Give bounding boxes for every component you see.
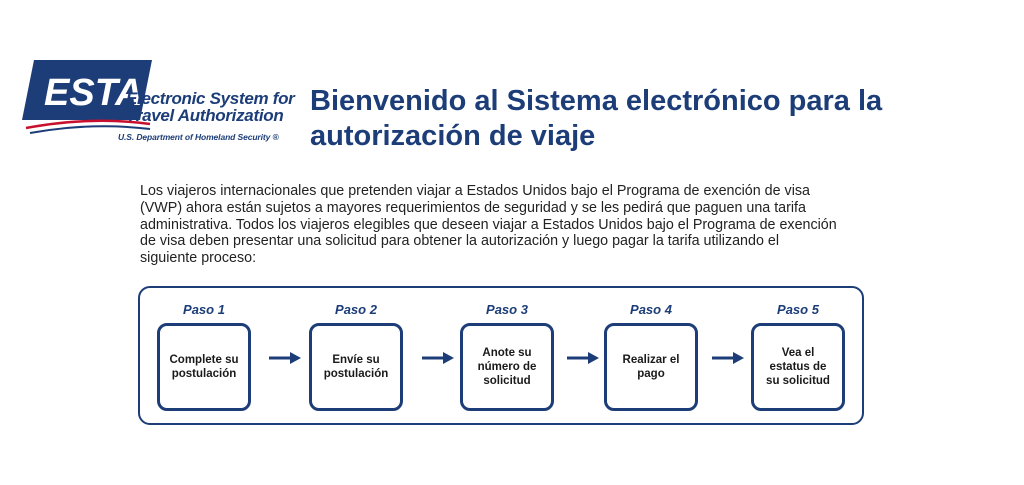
step-5-box (751, 323, 845, 411)
intro-paragraph: Los viajeros internacionales que pretenden viajar a Estados Unidos bajo el Programa de exención de visa (VWP) ahora están sujetos a mayores requerimientos de seguridad y se les pedirá que paguen una tarifa administrativa. Todos los viajeros elegibles que deseen viajar a Estados Unidos bajo el Programa de exención de visa deben presentar una solicitud para obtener la autorización y luego pagar la tarifa utilizando el siguiente proceso: (140, 183, 837, 267)
arrow-right-icon (421, 350, 455, 366)
arrow-right-icon (268, 350, 302, 366)
step-2-box (309, 323, 403, 411)
step-3-text: Anote su número de solicitud (477, 347, 537, 387)
step-4-box (604, 323, 698, 411)
process-steps-panel (138, 286, 864, 425)
logo-wordmark: ESTA (44, 72, 143, 114)
esta-logo (22, 58, 298, 146)
step-5-label: Paso 5 (777, 302, 819, 317)
arrow-right-icon (566, 350, 600, 366)
logo-subtitle-line2: Travel Authorization (126, 106, 284, 125)
step-2-text: Envíe su postulación (323, 354, 389, 380)
step-4-label: Paso 4 (630, 302, 672, 317)
step-1-label: Paso 1 (183, 302, 225, 317)
step-4-text: Realizar el pago (622, 354, 680, 380)
step-3-box (460, 323, 554, 411)
logo-subtitle (126, 90, 294, 124)
step-2-label: Paso 2 (335, 302, 377, 317)
step-3-label: Paso 3 (486, 302, 528, 317)
arrow-right-icon (711, 350, 745, 366)
logo-subtitle-line1: Electronic System for (126, 89, 295, 108)
logo-department: U.S. Department of Homeland Security ® (118, 132, 279, 142)
page-title: Bienvenido al Sistema electrónico para la autorización de viaje (310, 85, 883, 152)
step-5-text: Vea el estatus de su solicitud (766, 347, 830, 387)
step-1-text: Complete su postulación (169, 354, 239, 380)
step-1-box (157, 323, 251, 411)
